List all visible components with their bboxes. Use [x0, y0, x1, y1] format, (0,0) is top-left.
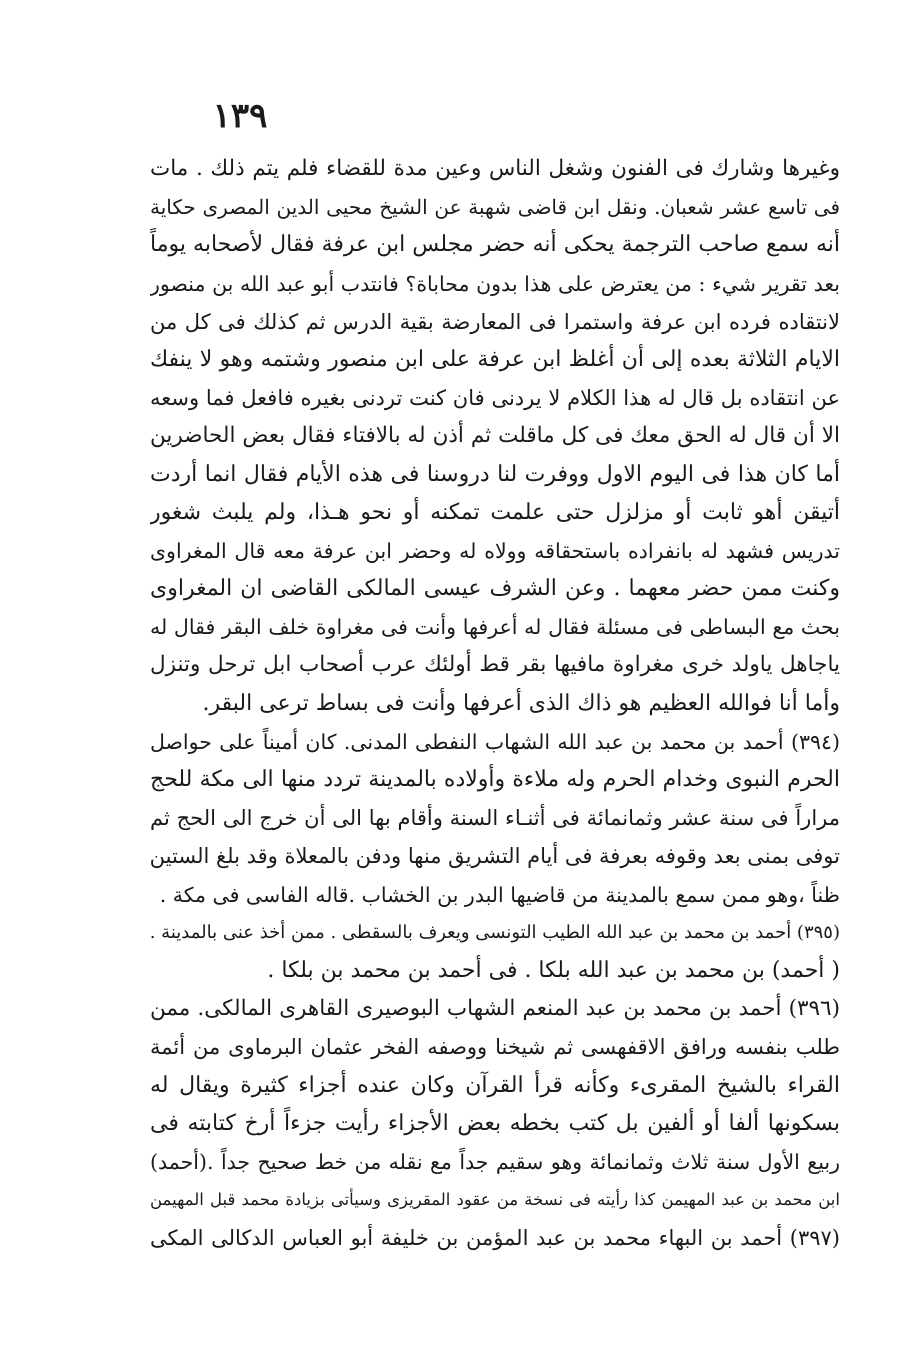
text-line: توفى بمنى بعد وقوفه بعرفة فى أيام التشريق منها ودفن بالمعلاة وقد بلغ الستين — [150, 844, 840, 869]
cross-reference-line: ( أحمد) بن محمد بن عبد الله بلكا . فى أحمد بن محمد بن بلكا . — [267, 957, 840, 983]
text-line: فى تاسع عشر شعبان. ونقل ابن قاضى شهبة عن الشيخ محيى الدين المصرى حكاية — [150, 195, 840, 220]
text-line: القراء بالشيخ المقرىء وكأنه قرأ القرآن وكان عنده أجزاء كثيرة ويقال له — [150, 1072, 840, 1098]
arabic-text-body — [150, 150, 840, 1257]
text-line: أنه سمع صاحب الترجمة يحكى أنه حضر مجلس ابن عرفة فقال لأصحابه يوماً — [150, 232, 840, 258]
text-line: ظناً ،وهو ممن سمع بالمدينة من قاضيها البدر بن الخشاب .قاله الفاسى فى مكة . — [159, 882, 840, 907]
text-line: طلب بنفسه ورافق الاقفهسى ثم شيخنا ووصفه الفخر عثمان البرماوى من أئمة — [150, 1035, 840, 1060]
text-line: ابن محمد بن عبد المهيمن كذا رأيته فى نسخة من عقود المقريزى وسيأتى بزيادة محمد قبل المهيمن — [150, 1190, 840, 1210]
text-line: وغيرها وشارك فى الفنون وشغل الناس وعين مدة للقضاء فلم يتم ذلك . مات — [150, 156, 840, 181]
text-line: أتيقن أهو ثابت أو مزلزل حتى علمت تمكنه أو نحو هـذا، ولم يلبث شغور — [150, 499, 840, 525]
text-line: الايام الثلاثة بعده إلى أن أغلظ ابن عرفة على ابن منصور وشتمه وهو لا ينفك — [150, 346, 840, 372]
page-number: ١٣٩ — [212, 96, 268, 136]
text-line: بحث مع البساطى فى مسئلة فقال له أعرفها وأنت فى مغراوة خلف البقر فقال له — [150, 615, 840, 640]
text-line: بعد تقرير شيء : من يعترض على هذا بدون محاباة؟ فانتدب أبو عبد الله بن منصور — [150, 271, 840, 296]
entry-397-heading: (٣٩٧) أحمد بن البهاء محمد بن عبد المؤمن بن خليفة أبو العباس الدكالى المكى — [150, 1226, 840, 1251]
text-line: مراراً فى سنة عشر وثمانمائة فى أثنـاء السنة وأقام بها الى أن خرج الى الحج ثم — [150, 806, 840, 831]
text-line: الا أن قال له الحق معك فى كل ماقلت ثم أذن له بالافتاء فقال بعض الحاضرين — [150, 423, 840, 449]
entry-394-heading: (٣٩٤) أحمد بن محمد بن عبد الله الشهاب النفطى المدنى. كان أميناً على حواصل — [150, 729, 840, 754]
text-line: الحرم النبوى وخدام الحرم وله ملاءة وأولاده بالمدينة تردد منها الى مكة للحج — [150, 767, 840, 792]
text-line: وكنت ممن حضر معهما . وعن الشرف عيسى المالكى القاضى ان المغراوى — [150, 576, 840, 602]
text-line: أما كان هذا فى اليوم الاول ووفرت لنا دروسنا فى هذه الأيام فقال انما أردت — [150, 461, 840, 487]
text-line: عن انتقاده بل قال له هذا الكلام لا يردنى فان كنت تردنى بغيره فافعل فما وسعه — [150, 386, 840, 411]
entry-395-heading: (٣٩٥) أحمد بن محمد بن عبد الله الطيب التونسى ويعرف بالسقطى . ممن أخذ عنى بالمدينة . — [150, 921, 840, 943]
text-line: وأما أنا فوالله العظيم هو ذاك الذى أعرفها وأنت فى بساط ترعى البقر. — [202, 690, 840, 716]
text-line: ربيع الأول سنة ثلاث وثمانمائة وهو سقيم جداً مع نقله من خط صحيح جداً .(أحمد) — [150, 1149, 840, 1174]
entry-396-heading: (٣٩٦) أحمد بن محمد بن عبد المنعم الشهاب البوصيرى القاهرى المالكى. ممن — [150, 996, 840, 1022]
text-line: ياجاهل ياولد خرى مغراوة مافيها بقر قط أولئك عرب أصحاب ابل ترحل وتنزل — [150, 652, 840, 678]
text-line: لانتقاده فرده ابن عرفة واستمرا فى المعارضة بقية الدرس ثم كذلك فى كل من — [150, 309, 840, 334]
text-line: بسكونها ألفا أو ألفين بل كتب بخطه بعض الأجزاء رأيت جزءاً أرخ كتابته فى — [150, 1110, 840, 1136]
text-line: تدريس فشهد له بانفراده باستحقاقه وولاه له وحضر ابن عرفة معه قال المغراوى — [150, 538, 840, 563]
